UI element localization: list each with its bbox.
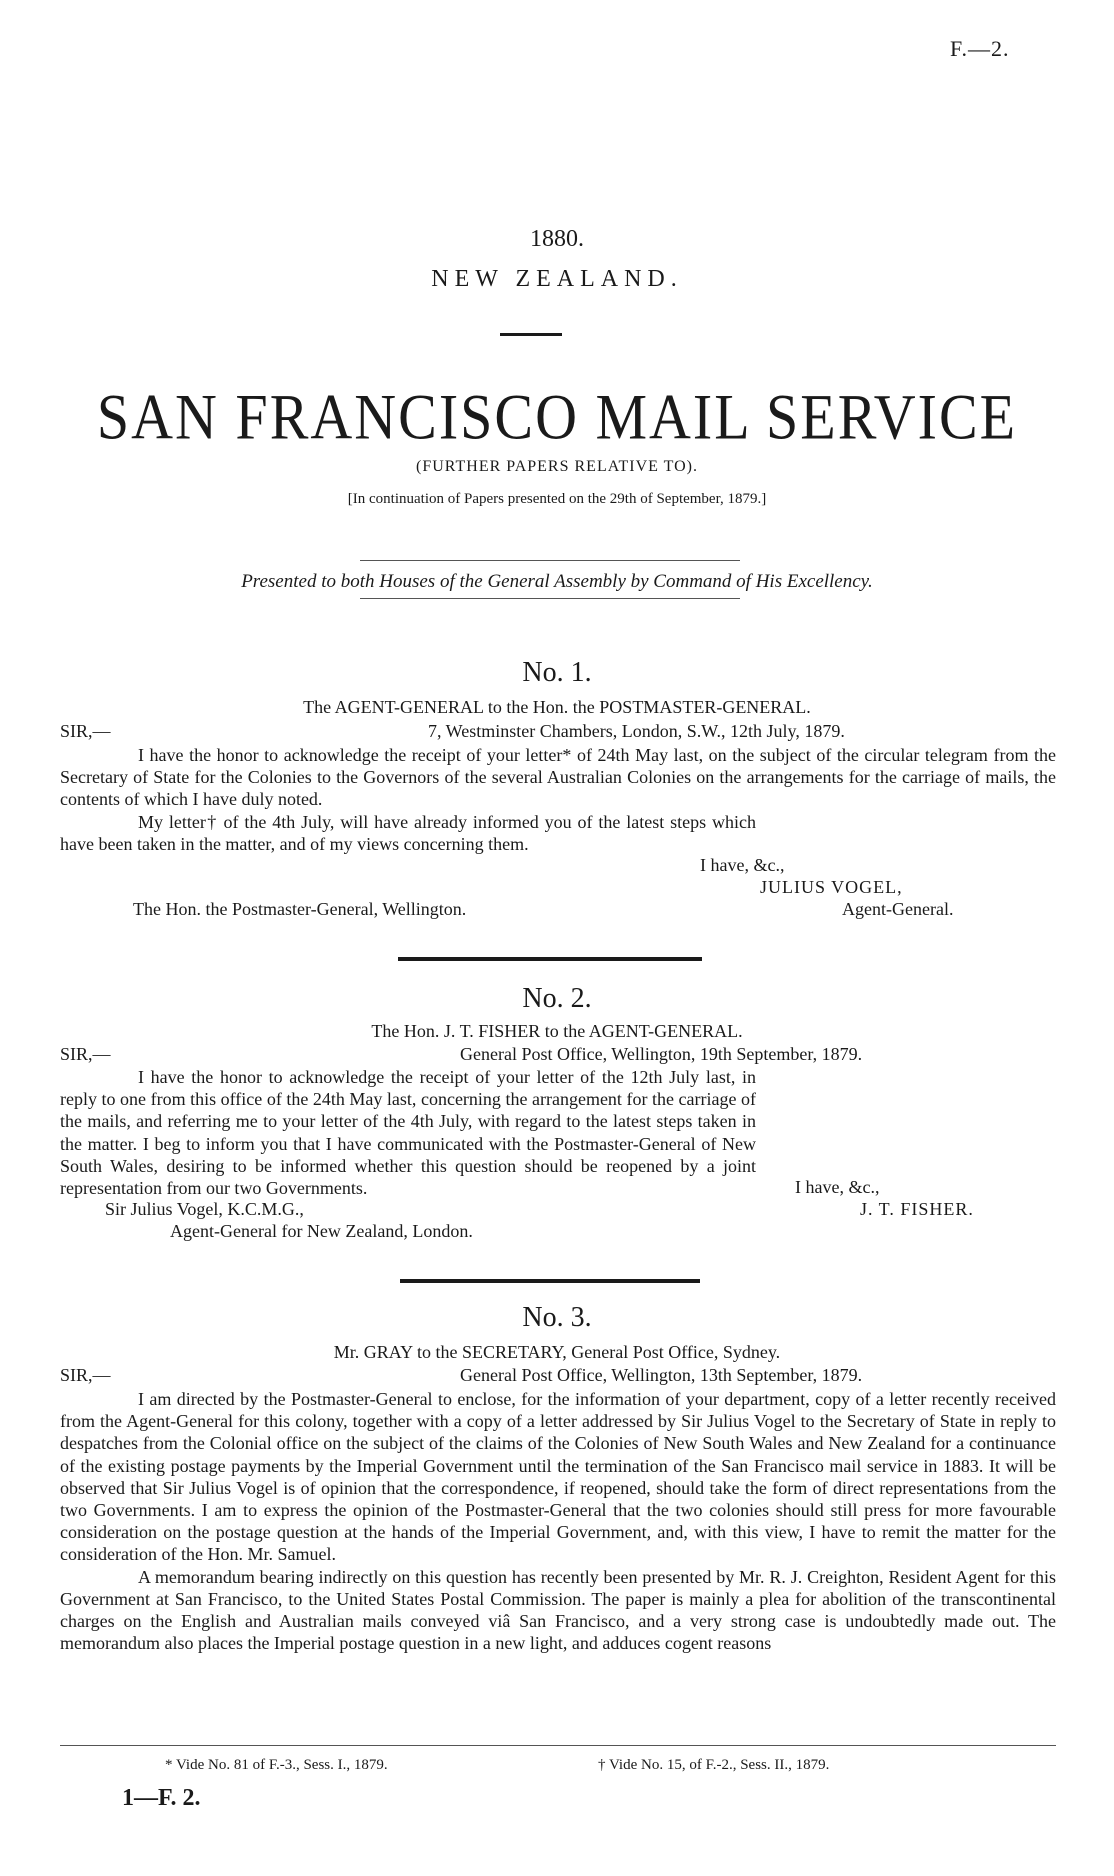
presented-rule-top: [360, 560, 740, 561]
country: NEW ZEALAND.: [431, 266, 683, 292]
letter-2-closing: I have, &c.,: [795, 1177, 880, 1197]
letter-3-address: General Post Office, Wellington, 13th September, 1879.: [460, 1365, 863, 1385]
page-code: F.—2.: [950, 36, 1010, 61]
letter-1-paragraph: I have the honor to acknowledge the receipt of your letter* of 24th May last, on the subject of the circular telegram from the Secretary of State for the Colonies to the Governors of the several Australian Colonies on the arrangements for the carriage of mails, the contents of which I have duly noted.: [60, 745, 1056, 810]
letter-2-addressee-line-2: Agent-General for New Zealand, London.: [170, 1221, 473, 1241]
letter-1-addressee: The Hon. the Postmaster-General, Wellington.: [133, 899, 467, 919]
letter-1-body: [60, 744, 1056, 855]
letter-1-address: 7, Westminster Chambers, London, S.W., 12th July, 1879.: [428, 721, 845, 741]
document-title: SAN FRANCISCO MAIL SERVICE: [96, 380, 1018, 453]
letter-2-signature: J. T. FISHER.: [860, 1199, 974, 1219]
letter-3-header: Mr. GRAY to the SECRETARY, General Post Office, Sydney.: [333, 1342, 781, 1362]
letter-1-signature: JULIUS VOGEL,: [760, 877, 903, 897]
letter-1-paragraph: My letter† of the 4th July, will have already informed you of the latest steps which have been taken in the matter, and of my views concerning them.: [60, 811, 756, 854]
year: 1880.: [530, 226, 584, 252]
letter-divider: [400, 1279, 700, 1283]
letter-2-address: General Post Office, Wellington, 19th September, 1879.: [460, 1044, 863, 1064]
footnote-right: † Vide No. 15, of F.-2., Sess. II., 1879.: [598, 1757, 830, 1773]
letter-2-salutation: SIR,—: [60, 1044, 111, 1064]
document-subtitle: (FURTHER PAPERS RELATIVE TO).: [416, 458, 698, 475]
footnote-left: * Vide No. 81 of F.-3., Sess. I., 1879.: [165, 1757, 388, 1773]
letter-3-paragraph: A memorandum bearing indirectly on this question has recently been presented by Mr. R. J. Creighton, Resident Agent for this Government at San Francisco, to the United States Postal Commission. The paper is mainly a plea for abolition of the transcontinental charges on the English and Australian mails conveyed viâ San Francisco, and a very strong case is undoubtedly made out. The memorandum also places the Imperial postage question in a new light, and adduces cogent reasons: [60, 1566, 1056, 1654]
letter-1-number: No. 1.: [522, 657, 592, 688]
letter-3-body: [60, 1388, 1056, 1654]
letter-2-number: No. 2.: [522, 983, 592, 1014]
letter-1-salutation: SIR,—: [60, 721, 111, 741]
title-divider: [500, 333, 562, 336]
presented-rule-bottom: [360, 598, 740, 599]
letter-3-paragraph: I am directed by the Postmaster-General to enclose, for the information of your department, copy of a letter recently received from the Agent-General for this colony, together with a copy of a letter addressed by Sir Julius Vogel to the Secretary of State in reply to despatches from the Colonial office on the subject of the claims of the Colonies of New South Wales and New Zealand for a continuance of the existing postage payments by the Imperial Government until the termination of the San Francisco mail service in 1883. It will be observed that Sir Julius Vogel is of opinion that the correspondence, if reopened, should take the form of direct representations from the two Governments. I am to express the opinion of the Postmaster-General that the two colonies should still press for more favourable consideration on the postage question at the hands of the Imperial Government, and, with this view, I have to remit the matter for the consideration of the Hon. Mr. Samuel.: [60, 1389, 1056, 1565]
continuation-note: [In continuation of Papers presented on the 29th of September, 1879.]: [347, 491, 767, 507]
presented-line: Presented to both Houses of the General Assembly by Command of His Excellency.: [241, 571, 873, 592]
letter-2-body: [60, 1066, 1056, 1199]
letter-divider: [398, 957, 702, 961]
letter-3-salutation: SIR,—: [60, 1365, 111, 1385]
letter-1-header: The AGENT-GENERAL to the Hon. the POSTMASTER-GENERAL.: [303, 697, 811, 717]
letter-2-paragraph: I have the honor to acknowledge the receipt of your letter of the 12th July last, in reply to one from this office of the 24th May last, concerning the arrangement for the carriage of the mails, and referring me to your letter of the 4th July, with regard to the latest steps taken in the matter. I beg to inform you that I have communicated with the Postmaster-General of New South Wales, desiring to be informed whether this question should be reopened by a joint representation from our two Governments.: [60, 1067, 756, 1199]
letter-2-addressee-line-1: Sir Julius Vogel, K.C.M.G.,: [105, 1199, 304, 1219]
letter-1-signature-title: Agent-General.: [842, 899, 954, 919]
signature-mark: 1—F. 2.: [122, 1785, 201, 1811]
letter-2-header: The Hon. J. T. FISHER to the AGENT-GENERAL.: [371, 1021, 743, 1041]
letter-1-closing: I have, &c.,: [700, 855, 785, 875]
letter-3-number: No. 3.: [522, 1302, 592, 1333]
footnote-rule: [60, 1745, 1056, 1746]
